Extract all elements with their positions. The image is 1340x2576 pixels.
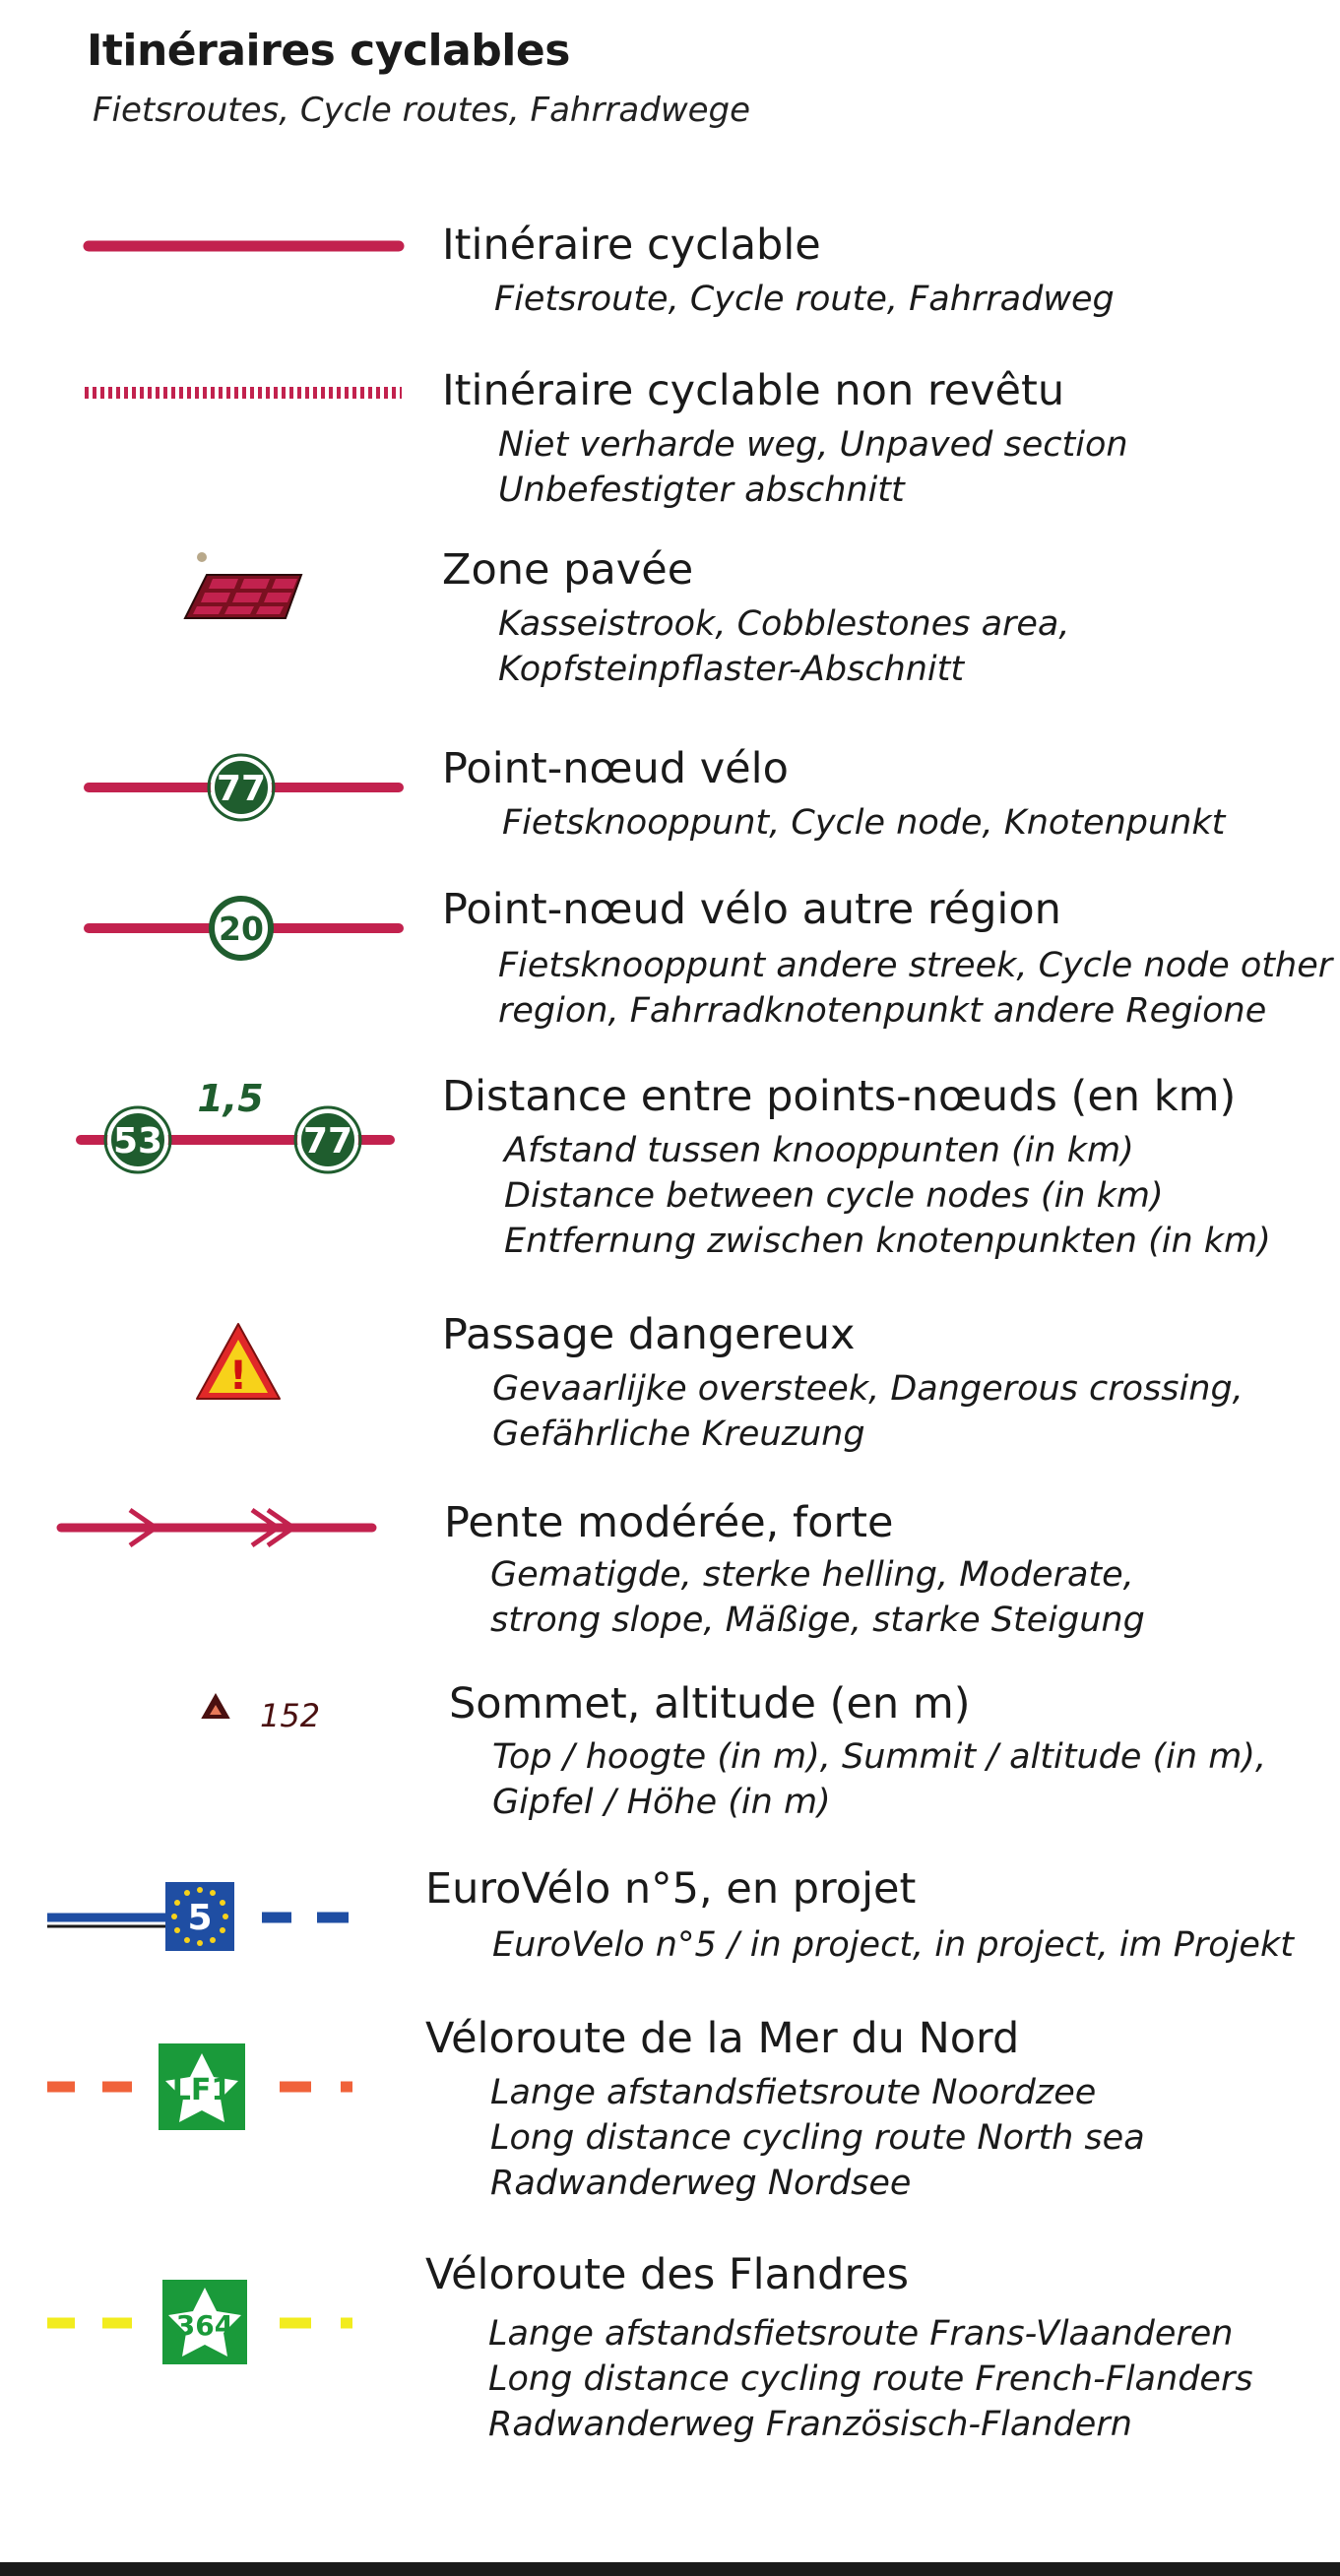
legend-item-eurovelo	[0, 1864, 1340, 1979]
legend-item-title: Passage dangereux	[442, 1310, 856, 1359]
route-badge-label: 364	[175, 2309, 234, 2342]
legend-item-translation: Afstand tussen knooppunten (in km)	[504, 1131, 1134, 1170]
legend-item-translation: Distance between cycle nodes (in km)	[504, 1176, 1164, 1216]
legend-item-title: Véloroute des Flandres	[425, 2250, 910, 2299]
legend-item-translation: Fietsroute, Cycle route, Fahrradweg	[494, 280, 1115, 319]
legend-item-translation: Unbefestigter abschnitt	[498, 471, 905, 510]
legend-item-translation: Radwanderweg Nordsee	[490, 2164, 912, 2203]
legend-item-north-sea	[0, 2014, 1340, 2215]
north-sea-route-icon	[0, 2018, 433, 2126]
legend-item-translation: Top / hoogte (in m), Summit / altitude (in m),	[492, 1737, 1267, 1777]
legend-item-cycle-route	[0, 220, 1340, 335]
slope-arrows-icon	[0, 1498, 433, 1597]
node-number-right: 77	[302, 1121, 353, 1162]
legend-item-translation: Lange afstandsfietsroute Frans-Vlaanderen	[488, 2314, 1234, 2354]
node-distance-icon	[0, 1078, 433, 1216]
legend-item-unpaved	[0, 366, 1340, 520]
legend-item-title: Point-nœud vélo autre région	[442, 885, 1061, 934]
legend-item-translation: Kopfsteinpflaster-Abschnitt	[498, 650, 965, 689]
legend-item-title: Point-nœud vélo	[442, 744, 789, 793]
legend-item-flanders	[0, 2250, 1340, 2471]
warning-triangle-icon	[0, 1314, 433, 1432]
legend-item-title: Itinéraire cyclable	[442, 220, 821, 270]
legend-item-translation: region, Fahrradknotenpunkt andere Regione	[498, 991, 1267, 1031]
route-badge-label: LF1	[171, 2073, 232, 2107]
node-number: 77	[216, 769, 267, 809]
legend-item-translation: strong slope, Mäßige, starke Steigung	[490, 1601, 1145, 1640]
legend-item-translation: Gevaarlijke oversteek, Dangerous crossing,	[492, 1369, 1244, 1409]
summit-triangle-icon	[0, 1683, 433, 1762]
legend-item-summit	[0, 1679, 1340, 1831]
legend-item-translation: Lange afstandsfietsroute Noordzee	[490, 2073, 1097, 2112]
altitude-value: 152	[260, 1697, 321, 1734]
eurovelo-number: 5	[187, 1898, 213, 1938]
legend-item-title: Sommet, altitude (en m)	[449, 1679, 971, 1728]
cycle-node-icon	[0, 748, 433, 856]
cycle-node-other-region-icon	[0, 891, 433, 999]
legend-item-translation: Niet verharde weg, Unpaved section	[498, 425, 1128, 465]
legend-item-slope	[0, 1498, 1340, 1646]
legend-item-translation: Fietsknooppunt andere streek, Cycle node other	[498, 946, 1333, 985]
legend-item-translation: EuroVelo n°5 / in project, in project, im Projekt	[492, 1925, 1294, 1965]
legend-item-title: Pente modérée, forte	[444, 1498, 894, 1547]
legend-item-translation: Radwanderweg Französisch-Flandern	[488, 2405, 1132, 2444]
warning-mark: !	[228, 1353, 248, 1399]
legend-item-danger	[0, 1310, 1340, 1462]
flanders-route-icon	[0, 2254, 433, 2382]
legend-item-title: EuroVélo n°5, en projet	[425, 1864, 917, 1914]
legend-item-cycle-node-other-region	[0, 885, 1340, 1038]
legend-item-cycle-node	[0, 744, 1340, 856]
legend-title: Itinéraires cyclables	[87, 26, 570, 76]
legend-item-title: Itinéraire cyclable non revêtu	[442, 366, 1065, 415]
legend-item-title: Distance entre points-nœuds (en km)	[442, 1072, 1237, 1121]
legend-item-cobblestones	[0, 545, 1340, 699]
legend-item-title: Véloroute de la Mer du Nord	[425, 2014, 1020, 2063]
cobblestones-icon	[0, 551, 433, 650]
legend-item-translation: Fietsknooppunt, Cycle node, Knotenpunkt	[502, 803, 1226, 843]
legend-item-translation: Gipfel / Höhe (in m)	[492, 1783, 831, 1822]
bottom-edge-bar	[0, 2562, 1340, 2576]
legend-subtitle: Fietsroutes, Cycle routes, Fahrradwege	[93, 91, 751, 130]
legend-item-node-distance	[0, 1072, 1340, 1275]
solid-route-line-icon	[0, 226, 433, 335]
eurovelo-icon	[0, 1870, 433, 1969]
legend-item-title: Zone pavée	[442, 545, 694, 595]
node-number: 20	[219, 910, 264, 948]
node-number-left: 53	[112, 1121, 163, 1162]
legend-item-translation: Long distance cycling route French-Flanders	[488, 2359, 1253, 2399]
legend-item-translation: Long distance cycling route North sea	[490, 2118, 1145, 2158]
distance-label: 1,5	[197, 1077, 264, 1120]
legend-item-translation: Gefährliche Kreuzung	[492, 1414, 865, 1454]
legend-item-translation: Entfernung zwischen knotenpunkten (in km)	[504, 1222, 1271, 1261]
legend-item-translation: Gematigde, sterke helling, Moderate,	[490, 1555, 1134, 1595]
unpaved-route-line-icon	[0, 372, 433, 431]
legend-item-translation: Kasseistrook, Cobblestones area,	[498, 604, 1070, 644]
